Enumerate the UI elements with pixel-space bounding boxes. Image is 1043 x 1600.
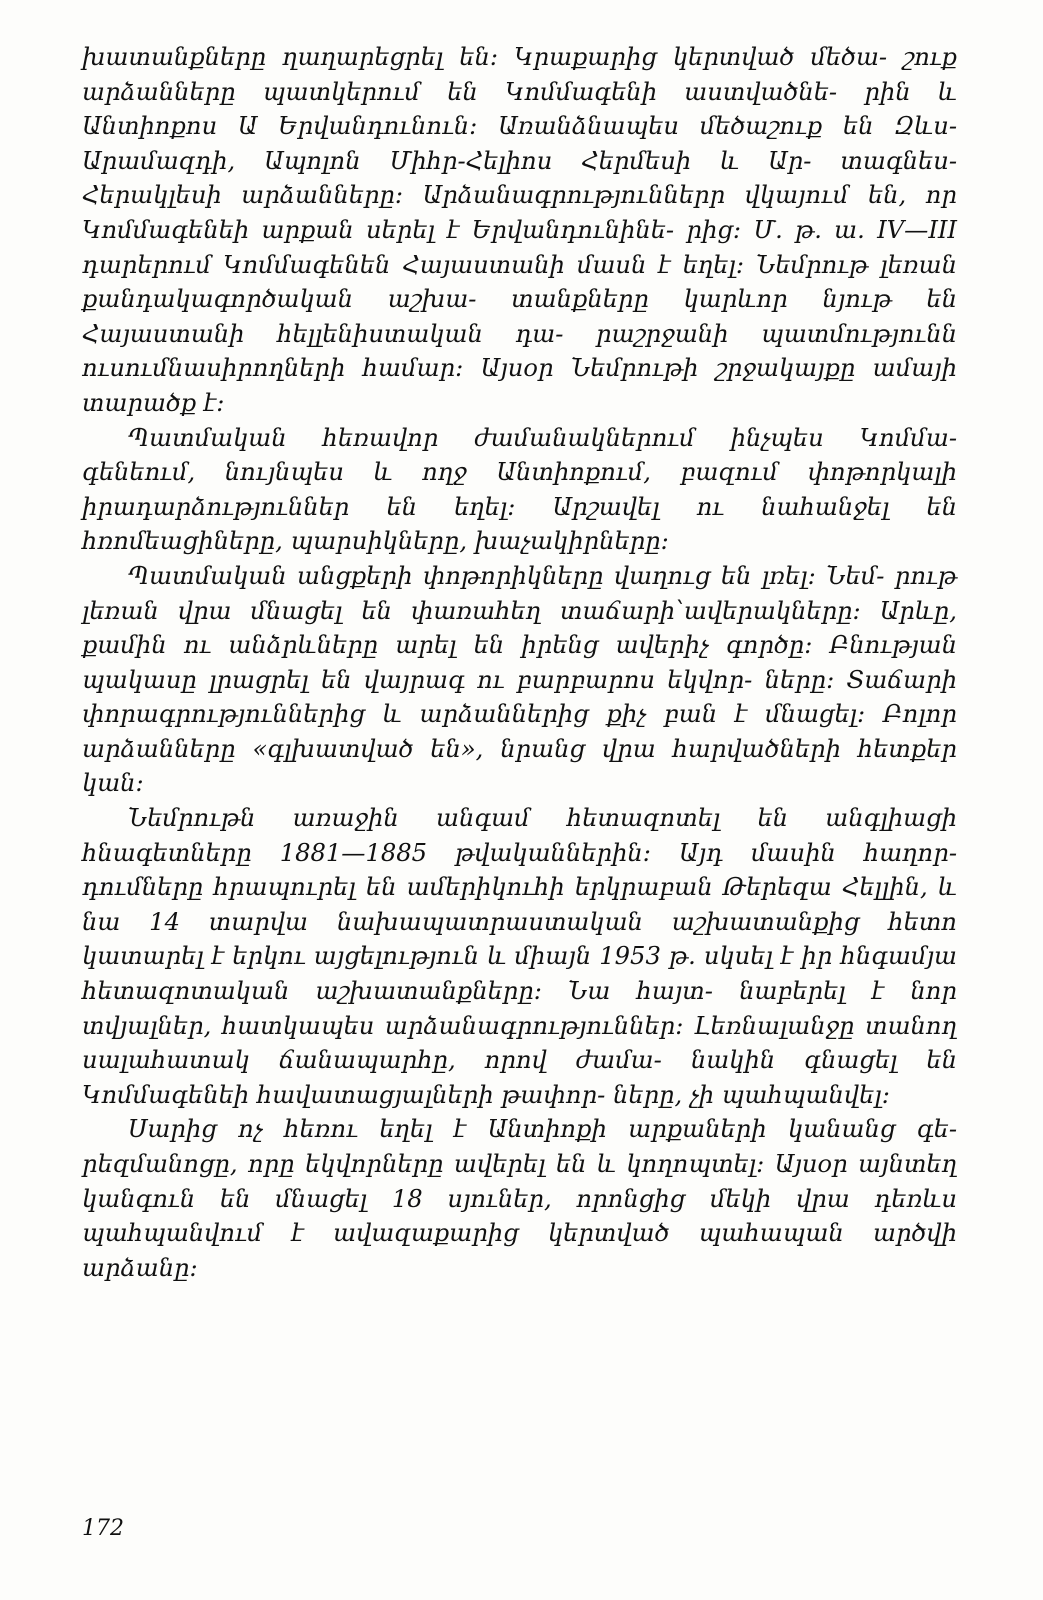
body-text — [82, 40, 957, 1285]
paragraph-3: Պատմական անցքերի փոթորիկները վաղուց են լռել։ Նեմ- րութ լեռան վրա մնացել են փառահեղ տաճարի՝ավերակները։ Արևը, քամին ու անձրևները արել են իրենց ավերիչ գործը։ Բնության պակասը լրացրել են վայրագ ու բարբարոս եկվոր- ները։ Տաճարի փորագրություններից և արձաններից քիչ բան է մնացել։ Բոլոր արձանները «գլխատված են», նրանց վրա հարվածների հետքեր կան։ — [82, 561, 957, 798]
paragraph-2: Պատմական հեռավոր ժամանակներում ինչպես Կոմմա- գենեում, նույնպես և ողջ Անտիոքում, բազում փոթորկալի իրադարձություններ են եղել։ Արշավել ու նահանջել են հռոմեացիները, պարսիկները, խաչակիրները։ — [82, 423, 957, 556]
paragraph-1: խատանքները ղաղարեցրել են։ Կրաքարից կերտված մեծա- շուք արձանները պատկերում են Կոմմագենի աստվածնե- րին և Անտիոքոս Ա Երվանդունուն։ Առանձնապես մեծաշուք են Զևս-Արամազդի, Ապոլոն Միհր-Հելիոս Հերմեսի և Ար- տագնես-Հերակլեսի արձանները։ Արձանագրություններր վկայում են, որ Կոմմագենեի արքան սերել է Երվանդունինե- րից։ Մ. թ. ա. IV—III դարերում Կոմմագենեն Հայաստանի մասն է եղել։ Նեմրութ լեռան քանդակագործական աշխա- տանքները կարևոր նյութ են Հայաստանի հելլենիստական դա- րաշրջանի պատմությունն ուսումնասիրողների համար։ Այսօր Նեմրութի շրջակայքը ամայի տարածք է։ — [82, 43, 957, 417]
paragraph-4: Նեմրութն առաջին անգամ հետազոտել են անգլիացի հնագետները 1881—1885 թվականներին։ Այդ մասին հաղոր- դումները հրապուրել են ամերիկուհի երկրաբան Թերեզա Հելլին, և նա 14 տարվա նախապատրաստական աշխատանքից հետո կատարել է երկու այցելություն և միայն 1953 թ. սկսել է իր հնգամյա հետազոտական աշխատանքները։ Նա հայտ- նաբերել է նոր տվյալներ, հատկապես արձանագրություններ։ Լեռնալանջը տանող սալահատակ ճանապարհը, որով ժամա- նակին գնացել են Կոմմագենեի հավատացյալների թափոր- ները, չի պահպանվել։ — [82, 804, 957, 1109]
paragraph-5: Սարից ոչ հեռու եղել է Անտիոքի արքաների կանանց գե- րեզմանոցը, որը եկվորները ավերել են և կողոպտել։ Այսօր այնտեղ կանգուն են մնացել 18 սյուներ, որոնցից մեկի վրա դեռևս պահպանվում է ավազաքարից կերտված պահապան արծվի արձանը։ — [82, 1115, 957, 1282]
page-number: 172 — [82, 1516, 124, 1541]
